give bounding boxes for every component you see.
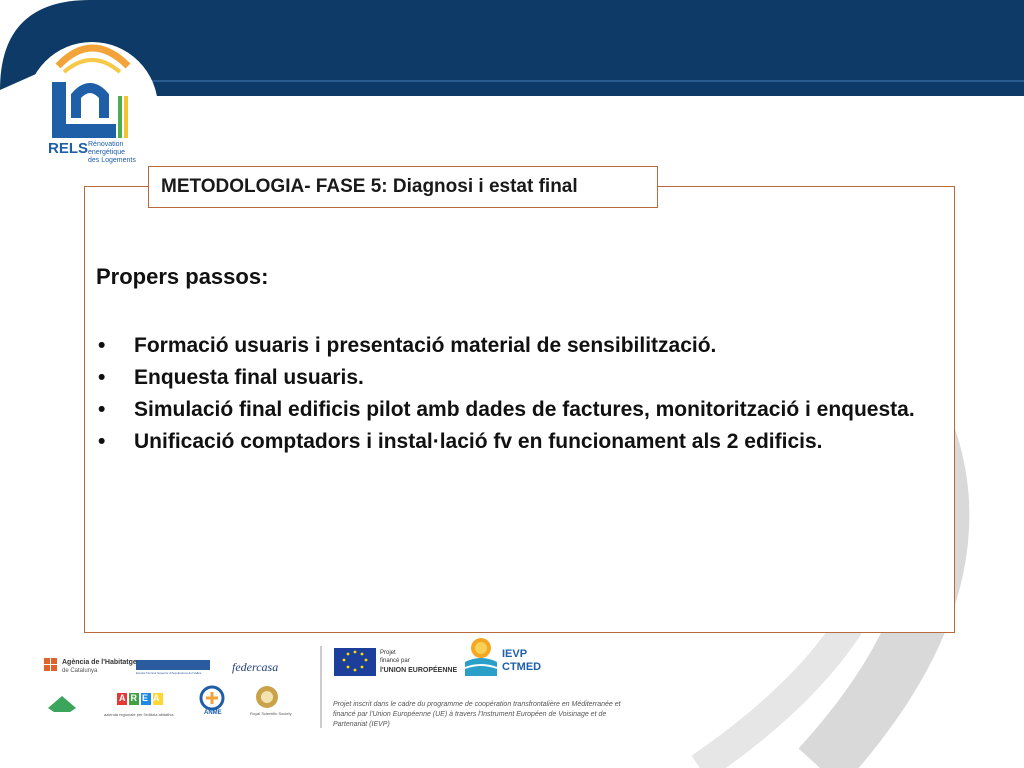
ctmed-label: CTMED [502,661,542,673]
logo-tagline-2: energétique [88,149,125,156]
agencia-label-1: Agència de l'Habitatge [62,659,137,666]
bullet-glyph: • [98,430,106,453]
bullet-text: Formació usuaris i presentació material de sensibilització. [134,334,717,357]
eu-label-1: Projet [380,650,396,656]
housing-logo-icon [48,696,76,712]
bullet-glyph: • [98,334,106,357]
escola-label: Escola Tècnica Superior d'Arquitectura del Vallès [136,671,202,675]
footer-divider [320,646,322,728]
area-sub-label: azienda regionale per l'edilizia abitativa [104,712,174,717]
bullet-text: Unificació comptadors i instal·lació fv en funcionament als 2 edificis. [134,430,823,453]
bullet-item [96,426,946,458]
logo-tagline-1: Rénovation [88,141,124,148]
funding-disclaimer: Projet inscrit dans le cadre du programme de coopération transfrontalière en Méditerranée et financé par l'Union Européenne (UE) à travers l'Instrument Européen de Voisinage et de Partenariat (IEVP) [333,701,621,728]
header-stripe [150,92,1024,96]
header-band [0,0,1024,92]
section-heading: Propers passos: [96,264,269,289]
ievp-label: IEVP [502,648,528,660]
ievp-logo-icon [465,638,497,676]
area-label: AREA [119,693,165,703]
bullet-item [96,362,946,394]
eu-label-2: financé par [380,658,410,664]
agencia-logo-icon [44,658,57,671]
anme-label: ANME [204,710,222,716]
escola-logo-icon [136,660,210,670]
bullet-item [96,330,946,362]
bullet-glyph: • [98,398,106,421]
royal-label: Royal Scientific Society [250,711,292,716]
logo-tagline-3: des Logements [88,157,136,164]
logo-name: RELS [48,140,89,157]
bullet-list [96,330,946,458]
agencia-label-2: de Catalunya [62,668,98,674]
federcasa-label: federcasa [232,660,279,674]
bullet-text: Simulació final edificis pilot amb dades de factures, monitorització i enquesta. [134,398,915,421]
bullet-glyph: • [98,366,106,389]
eu-label-3: l'UNION EUROPÉENNE [380,667,458,674]
slide-title: METODOLOGIA- FASE 5: Diagnosi i estat final [148,166,658,208]
bullet-item [96,394,946,426]
bullet-text: Enquesta final usuaris. [134,366,364,389]
